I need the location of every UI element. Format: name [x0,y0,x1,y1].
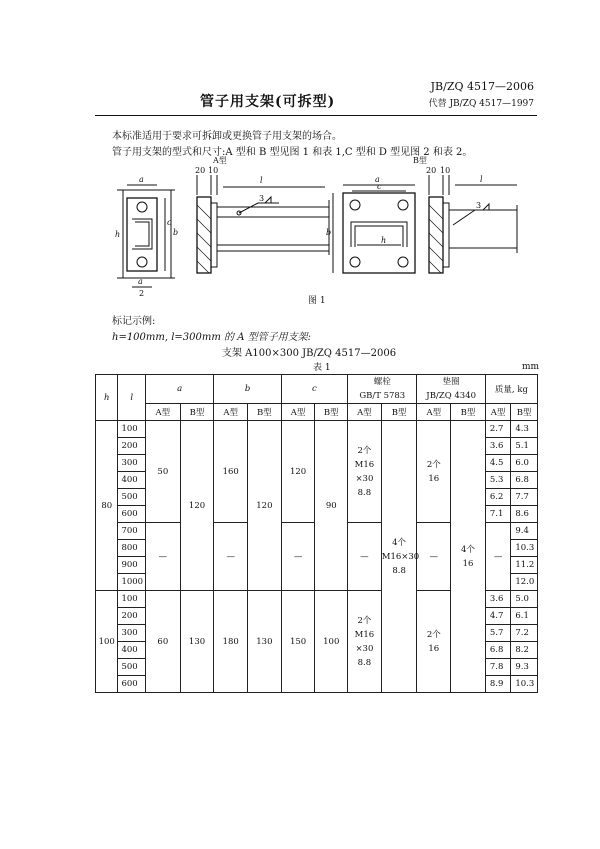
table-cell: — [214,523,248,591]
table-cell: 200 [118,608,146,625]
dim-c: c [167,218,172,227]
bolt-a-80 [348,421,382,523]
b-dim-10: 10 [440,166,451,175]
b-dim-b: b [326,228,332,237]
table-cell: 90 [315,421,348,591]
cell-line: 4个 [392,537,407,548]
table-cell: 5.0 [511,591,538,608]
table-cell: 1000 [118,574,146,591]
weld-size: 3 [259,194,265,203]
standard-number: JB/ZQ 4517—2006 [430,80,534,93]
cell-line: 16 [462,558,474,569]
table-header-row [96,404,538,421]
table-cell: 8.9 [485,676,511,693]
table-cell: 800 [118,540,146,557]
table-cell: 8.2 [511,642,538,659]
b-type-front-view [326,175,415,273]
table-cell: 10.3 [511,540,538,557]
table-cell: 300 [118,455,146,472]
table-cell: 3.6 [485,591,511,608]
table-cell: — [485,523,511,591]
marking-label: 标记示例: [112,316,156,327]
marking-line-2: 支架 A100×300 JB/ZQ 4517—2006 [222,348,397,359]
cell-line: 16 [428,473,440,484]
cell-line: ×30 [355,473,374,484]
table-cell: 3.6 [485,438,511,455]
header-h: h [96,375,118,421]
cell-line: 8.8 [357,657,372,668]
header-l: l [118,375,146,421]
dim-l: l [260,176,263,185]
table-cell: 400 [118,472,146,489]
cell-line: 16 [428,643,440,654]
table-cell: 12.0 [511,574,538,591]
table-cell: 9.4 [511,523,538,540]
table-cell: 400 [118,642,146,659]
header-a-B: B型 [180,404,214,421]
h-80: 80 [96,421,118,591]
table-cell: 700 [118,523,146,540]
b-dim-a: a [375,175,380,184]
header-c-B: B型 [315,404,348,421]
h-100: 100 [96,591,118,693]
table-cell: — [146,523,181,591]
table-cell: — [348,523,382,591]
table-cell: 5.3 [485,472,511,489]
table-cell: 300 [118,625,146,642]
dim-b: b [173,228,179,237]
table-cell: — [281,523,315,591]
table-cell: 7.2 [511,625,538,642]
table-cell: 7.7 [511,489,538,506]
header-bolt [348,375,417,404]
table-cell: 160 [214,421,248,523]
b-type-side-view [426,166,517,273]
header-washer-A: A型 [417,404,451,421]
table-cell: 600 [118,506,146,523]
table-cell: 100 [315,591,348,693]
table-cell: 6.1 [511,608,538,625]
b-dim-20: 20 [426,166,437,175]
table-cell: 100 [118,591,146,608]
b-dim-h: h [381,236,387,245]
cell-line: JB/ZQ 4340 [426,391,477,401]
table-caption: 表 1 [313,363,331,373]
table-row [96,421,538,438]
table-cell: 900 [118,557,146,574]
replaces-note: 代替 JB/ZQ 4517—1997 [428,99,534,109]
b-dim-l: l [480,175,483,184]
header-b-B: B型 [248,404,282,421]
table-cell: 100 [118,421,146,438]
header-mass-B: B型 [511,404,538,421]
cell-line: GB/T 5783 [359,391,406,401]
page-title: 管子用支架(可拆型) [200,94,336,110]
table-cell: 6.2 [485,489,511,506]
header-c: c [281,375,347,404]
washer-b [451,421,486,693]
header-mass-A: A型 [485,404,511,421]
table-cell: 120 [180,421,214,591]
washer-a-80 [417,421,451,523]
a-type-side-view [195,166,332,273]
b-type-label: B型 [413,156,427,165]
cell-line: 4个 [461,544,475,555]
header-mass: 质量, kg [485,375,537,404]
cell-line: 螺栓 [373,377,391,387]
table-unit: mm [522,362,540,372]
table-cell: 7.8 [485,659,511,676]
cell-line: M16 [354,629,375,640]
bolt-b [381,421,420,693]
b-weld-size: 3 [476,201,482,210]
header-bolt-B: B型 [381,404,417,421]
table-cell: 6.8 [485,642,511,659]
table-cell: 6.8 [511,472,538,489]
table-cell: 2.7 [485,421,511,438]
cell-line: M16×30 [381,551,420,562]
types-paragraph: 管子用支架的型式和尺寸:A 型和 B 型见图 1 和表 1,C 型和 D 型见图 2 和表 2。 [112,147,473,158]
marking-line-1: h=100mm, l=300mm 的 A 型管子用支架: [112,332,311,343]
table-cell: 4.5 [485,455,511,472]
header-bolt-A: A型 [348,404,382,421]
header-c-A: A型 [281,404,315,421]
cell-line: 2个 [357,615,372,626]
cell-line: 2个 [426,459,441,470]
dim-10: 10 [208,166,219,175]
cell-line: 垫圈 [442,377,460,387]
table-cell: 7.1 [485,506,511,523]
table-cell: 5.1 [511,438,538,455]
dim-two: 2 [139,289,145,298]
table-cell: 9.3 [511,659,538,676]
washer-a-100 [417,591,451,693]
table-cell: 130 [180,591,214,693]
table-cell: 200 [118,438,146,455]
table-cell: 4.3 [511,421,538,438]
scope-paragraph: 本标准适用于要求可拆卸或更换管子用支架的场合。 [112,131,342,142]
dim-20: 20 [195,166,206,175]
dim-h: h [115,230,121,239]
header-b-A: A型 [214,404,248,421]
table-cell: 60 [146,591,181,693]
cell-line: 8.8 [392,565,406,576]
bolt-a-100 [348,591,382,693]
table-cell: 50 [146,421,181,523]
table-header-row [96,375,538,404]
dim-a: a [139,175,144,184]
table-cell: 130 [248,591,282,693]
table-cell: 4.7 [485,608,511,625]
table-cell: 500 [118,659,146,676]
table-cell: 600 [118,676,146,693]
figure-caption: 图 1 [308,296,326,306]
header-a-A: A型 [146,404,181,421]
table-cell: 120 [281,421,315,523]
table-cell: 180 [214,591,248,693]
header-rule [95,115,537,116]
table-cell: 11.2 [511,557,538,574]
cell-line: 2个 [357,445,372,456]
table-cell: 5.7 [485,625,511,642]
table-cell: 120 [248,421,282,591]
table-cell: 150 [281,591,315,693]
b-dim-c: c [377,182,382,191]
header-b: b [214,375,281,404]
cell-line: ×30 [355,643,374,654]
table-cell: — [417,523,451,591]
bracket-drawing [95,155,540,305]
table-cell: 500 [118,489,146,506]
table-cell: 8.6 [511,506,538,523]
header-a: a [146,375,214,404]
dim-a-half: a [138,277,143,286]
a-type-label: A型 [213,156,227,165]
table-cell: 6.0 [511,455,538,472]
cell-line: 2个 [426,629,441,640]
header-washer [417,375,485,404]
header-washer-B: B型 [451,404,486,421]
cell-line: 8.8 [357,487,372,498]
a-type-front-view [115,175,178,298]
table-cell: 10.3 [511,676,538,693]
cell-line: M16 [354,459,375,470]
dimensions-table [95,374,538,693]
